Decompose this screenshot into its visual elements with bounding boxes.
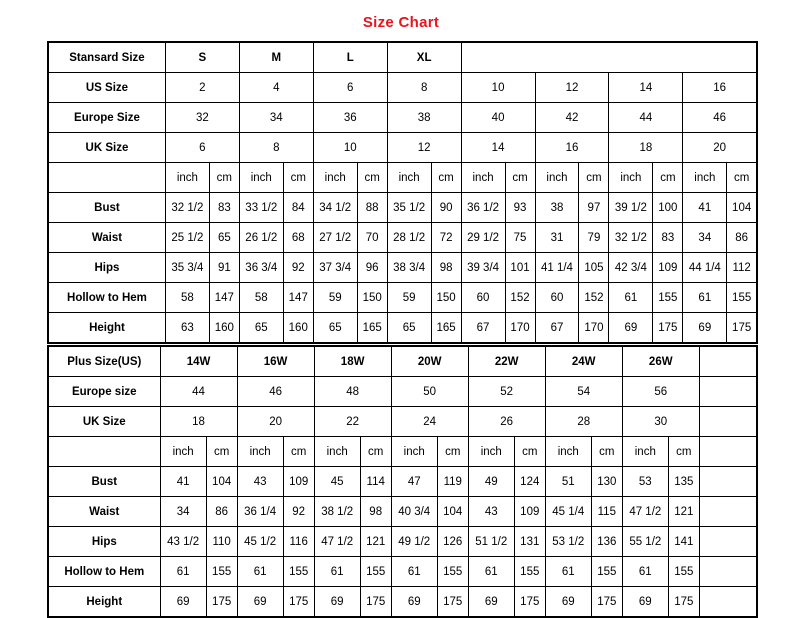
- value-cell: 155: [514, 557, 545, 587]
- value-cell: 36: [313, 103, 387, 133]
- unit-cell: inch: [165, 163, 209, 193]
- value-cell: 32 1/2: [165, 193, 209, 223]
- value-cell: 47 1/2: [314, 527, 360, 557]
- size-group-header: 20W: [391, 346, 468, 377]
- row-header: Height: [48, 587, 160, 618]
- value-cell: 50: [391, 377, 468, 407]
- plus-size-table-body: [48, 346, 757, 617]
- unit-cell: cm: [437, 437, 468, 467]
- value-cell: 160: [209, 313, 239, 344]
- table-row: [48, 587, 757, 618]
- value-cell: 43: [468, 497, 514, 527]
- table-row: [48, 527, 757, 557]
- value-cell: 46: [683, 103, 757, 133]
- table-row: [48, 467, 757, 497]
- value-cell: 49 1/2: [391, 527, 437, 557]
- unit-cell: cm: [505, 163, 535, 193]
- value-cell: 53 1/2: [545, 527, 591, 557]
- value-cell: 175: [206, 587, 237, 618]
- value-cell: 25 1/2: [165, 223, 209, 253]
- value-cell: 10: [313, 133, 387, 163]
- value-cell: 56: [622, 377, 699, 407]
- table-row: [48, 193, 757, 223]
- table-row: [48, 377, 757, 407]
- size-group-header: 18W: [314, 346, 391, 377]
- value-cell: 61: [622, 557, 668, 587]
- value-cell: 6: [165, 133, 239, 163]
- page-title: Size Chart: [362, 14, 440, 31]
- blank-cell: [699, 557, 757, 587]
- value-cell: 116: [283, 527, 314, 557]
- row-header: Height: [48, 313, 165, 344]
- unit-cell: inch: [622, 437, 668, 467]
- value-cell: 170: [505, 313, 535, 344]
- unit-cell: cm: [431, 163, 461, 193]
- value-cell: 135: [668, 467, 699, 497]
- value-cell: 175: [283, 587, 314, 618]
- value-cell: 35 1/2: [387, 193, 431, 223]
- value-cell: 49: [468, 467, 514, 497]
- standard-size-table: [47, 41, 758, 344]
- value-cell: 40: [461, 103, 535, 133]
- value-cell: 69: [545, 587, 591, 618]
- value-cell: 160: [283, 313, 313, 344]
- blank-cell: [699, 497, 757, 527]
- value-cell: 100: [653, 193, 683, 223]
- value-cell: 92: [283, 497, 314, 527]
- value-cell: 4: [239, 73, 313, 103]
- blank-cell: [699, 407, 757, 437]
- value-cell: 104: [206, 467, 237, 497]
- unit-cell: inch: [683, 163, 727, 193]
- value-cell: 119: [437, 467, 468, 497]
- value-cell: 44 1/4: [683, 253, 727, 283]
- value-cell: 51: [545, 467, 591, 497]
- value-cell: 109: [653, 253, 683, 283]
- value-cell: 124: [514, 467, 545, 497]
- value-cell: 109: [283, 467, 314, 497]
- unit-cell: inch: [391, 437, 437, 467]
- unit-cell: cm: [206, 437, 237, 467]
- size-group-header: 14W: [160, 346, 237, 377]
- value-cell: 69: [683, 313, 727, 344]
- value-cell: 152: [505, 283, 535, 313]
- value-cell: 41: [160, 467, 206, 497]
- value-cell: 79: [579, 223, 609, 253]
- value-cell: 51 1/2: [468, 527, 514, 557]
- value-cell: 36 1/2: [461, 193, 505, 223]
- value-cell: 175: [514, 587, 545, 618]
- value-cell: 34: [160, 497, 206, 527]
- value-cell: 121: [668, 497, 699, 527]
- unit-cell: inch: [314, 437, 360, 467]
- value-cell: 38 3/4: [387, 253, 431, 283]
- value-cell: 2: [165, 73, 239, 103]
- value-cell: 36 3/4: [239, 253, 283, 283]
- value-cell: 88: [357, 193, 387, 223]
- value-cell: 14: [609, 73, 683, 103]
- row-header: US Size: [48, 73, 165, 103]
- table-corner-header: Plus Size(US): [48, 346, 160, 377]
- value-cell: 12: [387, 133, 461, 163]
- value-cell: 84: [283, 193, 313, 223]
- value-cell: 155: [668, 557, 699, 587]
- value-cell: 39 1/2: [609, 193, 653, 223]
- value-cell: 69: [160, 587, 206, 618]
- unit-cell: cm: [283, 437, 314, 467]
- value-cell: 18: [609, 133, 683, 163]
- unit-cell: cm: [653, 163, 683, 193]
- table-row: [48, 42, 757, 73]
- value-cell: 121: [360, 527, 391, 557]
- value-cell: 35 3/4: [165, 253, 209, 283]
- size-group-header: 24W: [545, 346, 622, 377]
- value-cell: 18: [160, 407, 237, 437]
- value-cell: 55 1/2: [622, 527, 668, 557]
- value-cell: 61: [609, 283, 653, 313]
- size-group-header: M: [239, 42, 313, 73]
- standard-size-table-body: [48, 42, 757, 343]
- value-cell: 31: [535, 223, 579, 253]
- row-header: Hollow to Hem: [48, 557, 160, 587]
- row-header: UK Size: [48, 407, 160, 437]
- value-cell: 115: [591, 497, 622, 527]
- value-cell: 97: [579, 193, 609, 223]
- value-cell: 86: [206, 497, 237, 527]
- table-row: [48, 497, 757, 527]
- value-cell: 69: [237, 587, 283, 618]
- value-cell: 93: [505, 193, 535, 223]
- value-cell: 61: [160, 557, 206, 587]
- value-cell: 83: [209, 193, 239, 223]
- value-cell: 42: [535, 103, 609, 133]
- value-cell: 136: [591, 527, 622, 557]
- value-cell: 104: [437, 497, 468, 527]
- table-row: [48, 163, 757, 193]
- table-row: [48, 346, 757, 377]
- value-cell: 47 1/2: [622, 497, 668, 527]
- value-cell: 72: [431, 223, 461, 253]
- value-cell: 155: [437, 557, 468, 587]
- value-cell: 20: [683, 133, 757, 163]
- unit-cell: inch: [313, 163, 357, 193]
- value-cell: 155: [360, 557, 391, 587]
- value-cell: 155: [653, 283, 683, 313]
- value-cell: 175: [437, 587, 468, 618]
- value-cell: 90: [431, 193, 461, 223]
- value-cell: 147: [283, 283, 313, 313]
- value-cell: 38: [387, 103, 461, 133]
- value-cell: 69: [609, 313, 653, 344]
- value-cell: 33 1/2: [239, 193, 283, 223]
- value-cell: 34 1/2: [313, 193, 357, 223]
- value-cell: 44: [609, 103, 683, 133]
- unit-cell: cm: [283, 163, 313, 193]
- table-row: [48, 437, 757, 467]
- value-cell: 150: [357, 283, 387, 313]
- plus-size-table-wrap: [47, 345, 758, 618]
- value-cell: 65: [313, 313, 357, 344]
- value-cell: 8: [387, 73, 461, 103]
- size-group-header: 22W: [468, 346, 545, 377]
- value-cell: 12: [535, 73, 609, 103]
- value-cell: 40 3/4: [391, 497, 437, 527]
- value-cell: 98: [431, 253, 461, 283]
- unit-cell: cm: [209, 163, 239, 193]
- blank-cell: [699, 527, 757, 557]
- value-cell: 165: [431, 313, 461, 344]
- blank-cell: [699, 587, 757, 618]
- value-cell: 26: [468, 407, 545, 437]
- value-cell: 65: [387, 313, 431, 344]
- size-group-header: S: [165, 42, 239, 73]
- value-cell: 16: [683, 73, 757, 103]
- value-cell: 41: [683, 193, 727, 223]
- unit-cell: inch: [535, 163, 579, 193]
- unit-cell: cm: [591, 437, 622, 467]
- value-cell: 175: [360, 587, 391, 618]
- value-cell: 27 1/2: [313, 223, 357, 253]
- value-cell: 170: [579, 313, 609, 344]
- value-cell: 175: [653, 313, 683, 344]
- value-cell: 147: [209, 283, 239, 313]
- table-row: [48, 133, 757, 163]
- value-cell: 83: [653, 223, 683, 253]
- unit-cell: cm: [514, 437, 545, 467]
- value-cell: 43: [237, 467, 283, 497]
- value-cell: 46: [237, 377, 314, 407]
- value-cell: 104: [727, 193, 757, 223]
- table-row: [48, 73, 757, 103]
- unit-cell: cm: [360, 437, 391, 467]
- value-cell: 67: [535, 313, 579, 344]
- value-cell: 101: [505, 253, 535, 283]
- value-cell: 114: [360, 467, 391, 497]
- value-cell: 38: [535, 193, 579, 223]
- value-cell: 69: [314, 587, 360, 618]
- row-header: Waist: [48, 223, 165, 253]
- unit-cell: inch: [545, 437, 591, 467]
- value-cell: 68: [283, 223, 313, 253]
- value-cell: 54: [545, 377, 622, 407]
- value-cell: 30: [622, 407, 699, 437]
- value-cell: 69: [468, 587, 514, 618]
- value-cell: 14: [461, 133, 535, 163]
- table-corner-header: Stansard Size: [48, 42, 165, 73]
- value-cell: 16: [535, 133, 609, 163]
- value-cell: 98: [360, 497, 391, 527]
- row-header: Hollow to Hem: [48, 283, 165, 313]
- blank-cell: [699, 346, 757, 377]
- value-cell: 91: [209, 253, 239, 283]
- row-header: Bust: [48, 467, 160, 497]
- unit-cell: inch: [609, 163, 653, 193]
- value-cell: 34: [683, 223, 727, 253]
- value-cell: 165: [357, 313, 387, 344]
- value-cell: 42 3/4: [609, 253, 653, 283]
- blank-cell: [699, 467, 757, 497]
- value-cell: 75: [505, 223, 535, 253]
- value-cell: 36 1/4: [237, 497, 283, 527]
- value-cell: 141: [668, 527, 699, 557]
- value-cell: 39 3/4: [461, 253, 505, 283]
- value-cell: 8: [239, 133, 313, 163]
- row-header: Hips: [48, 527, 160, 557]
- value-cell: 28: [545, 407, 622, 437]
- value-cell: 37 3/4: [313, 253, 357, 283]
- value-cell: 60: [461, 283, 505, 313]
- size-group-header: L: [313, 42, 387, 73]
- blank-cell: [699, 377, 757, 407]
- value-cell: 29 1/2: [461, 223, 505, 253]
- value-cell: 58: [165, 283, 209, 313]
- row-header: [48, 163, 165, 193]
- value-cell: 43 1/2: [160, 527, 206, 557]
- value-cell: 61: [237, 557, 283, 587]
- value-cell: 130: [591, 467, 622, 497]
- row-header: [48, 437, 160, 467]
- unit-cell: inch: [160, 437, 206, 467]
- value-cell: 34: [239, 103, 313, 133]
- value-cell: 152: [579, 283, 609, 313]
- unit-cell: cm: [727, 163, 757, 193]
- unit-cell: cm: [357, 163, 387, 193]
- value-cell: 131: [514, 527, 545, 557]
- value-cell: 155: [206, 557, 237, 587]
- value-cell: 58: [239, 283, 283, 313]
- value-cell: 61: [391, 557, 437, 587]
- size-group-header: XL: [387, 42, 461, 73]
- value-cell: 38 1/2: [314, 497, 360, 527]
- size-group-header: 26W: [622, 346, 699, 377]
- value-cell: 155: [591, 557, 622, 587]
- value-cell: 59: [387, 283, 431, 313]
- value-cell: 24: [391, 407, 468, 437]
- value-cell: 92: [283, 253, 313, 283]
- value-cell: 6: [313, 73, 387, 103]
- row-header: Waist: [48, 497, 160, 527]
- unit-cell: cm: [668, 437, 699, 467]
- unit-cell: inch: [468, 437, 514, 467]
- size-group-header: 16W: [237, 346, 314, 377]
- table-row: [48, 103, 757, 133]
- value-cell: 61: [683, 283, 727, 313]
- value-cell: 26 1/2: [239, 223, 283, 253]
- value-cell: 61: [314, 557, 360, 587]
- value-cell: 10: [461, 73, 535, 103]
- value-cell: 61: [468, 557, 514, 587]
- value-cell: 65: [239, 313, 283, 344]
- value-cell: 175: [591, 587, 622, 618]
- value-cell: 65: [209, 223, 239, 253]
- value-cell: 155: [283, 557, 314, 587]
- value-cell: 60: [535, 283, 579, 313]
- value-cell: 59: [313, 283, 357, 313]
- value-cell: 67: [461, 313, 505, 344]
- value-cell: 28 1/2: [387, 223, 431, 253]
- value-cell: 22: [314, 407, 391, 437]
- unit-cell: inch: [387, 163, 431, 193]
- table-row: [48, 223, 757, 253]
- value-cell: 175: [727, 313, 757, 344]
- value-cell: 110: [206, 527, 237, 557]
- table-row: [48, 407, 757, 437]
- value-cell: 150: [431, 283, 461, 313]
- value-cell: 41 1/4: [535, 253, 579, 283]
- row-header: Bust: [48, 193, 165, 223]
- value-cell: 96: [357, 253, 387, 283]
- value-cell: 53: [622, 467, 668, 497]
- value-cell: 20: [237, 407, 314, 437]
- value-cell: 69: [391, 587, 437, 618]
- value-cell: 126: [437, 527, 468, 557]
- value-cell: 45 1/4: [545, 497, 591, 527]
- value-cell: 63: [165, 313, 209, 344]
- value-cell: 45: [314, 467, 360, 497]
- table-row: [48, 313, 757, 344]
- value-cell: 155: [727, 283, 757, 313]
- table-row: [48, 253, 757, 283]
- blank-cell: [699, 437, 757, 467]
- unit-cell: inch: [237, 437, 283, 467]
- unit-cell: inch: [239, 163, 283, 193]
- value-cell: 105: [579, 253, 609, 283]
- plus-size-table: [47, 345, 758, 618]
- row-header: Hips: [48, 253, 165, 283]
- value-cell: 175: [668, 587, 699, 618]
- row-header: Europe size: [48, 377, 160, 407]
- standard-size-table-wrap: [47, 41, 758, 344]
- unit-cell: inch: [461, 163, 505, 193]
- value-cell: 48: [314, 377, 391, 407]
- value-cell: 69: [622, 587, 668, 618]
- table-row: [48, 283, 757, 313]
- value-cell: 32 1/2: [609, 223, 653, 253]
- value-cell: 109: [514, 497, 545, 527]
- value-cell: 45 1/2: [237, 527, 283, 557]
- value-cell: 61: [545, 557, 591, 587]
- row-header: Europe Size: [48, 103, 165, 133]
- value-cell: 112: [727, 253, 757, 283]
- value-cell: 47: [391, 467, 437, 497]
- value-cell: 52: [468, 377, 545, 407]
- unit-cell: cm: [579, 163, 609, 193]
- value-cell: 44: [160, 377, 237, 407]
- value-cell: 32: [165, 103, 239, 133]
- row-header: UK Size: [48, 133, 165, 163]
- value-cell: 86: [727, 223, 757, 253]
- value-cell: 70: [357, 223, 387, 253]
- table-row: [48, 557, 757, 587]
